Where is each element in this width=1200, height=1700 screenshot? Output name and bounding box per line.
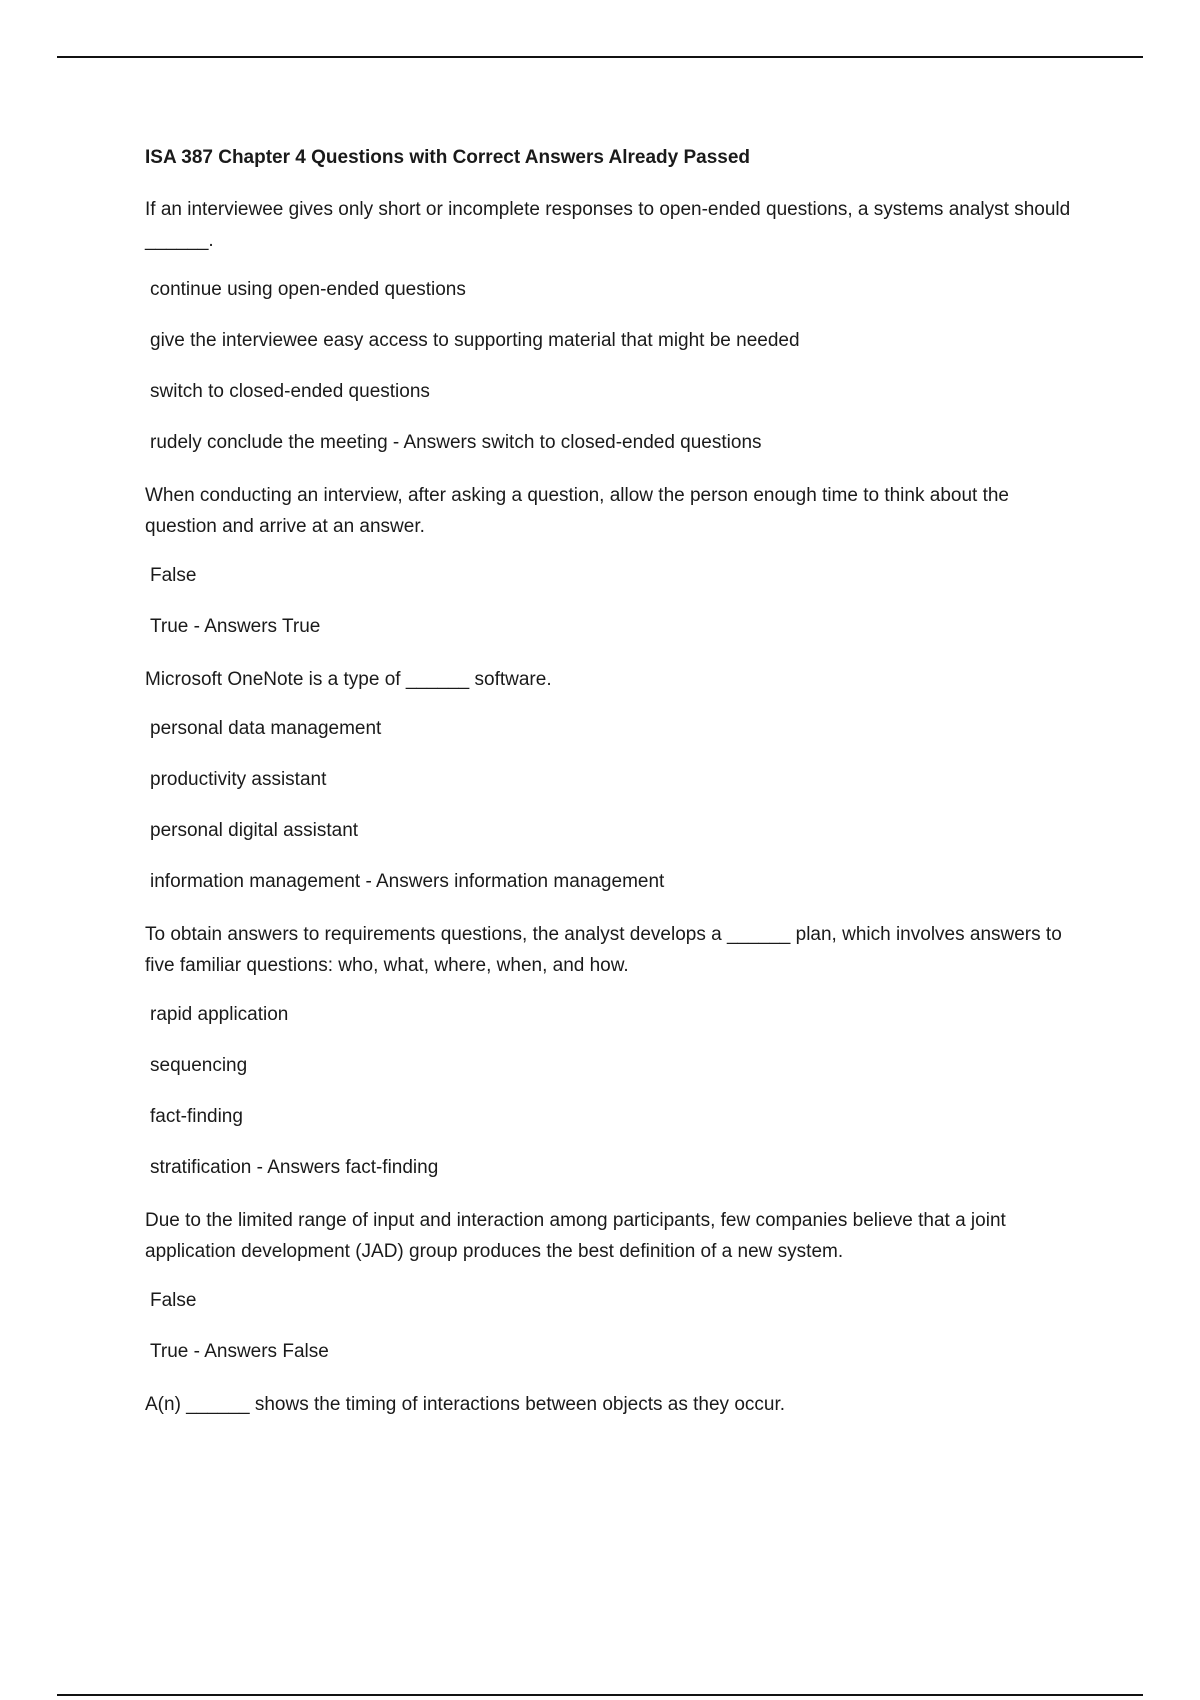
answer-option: information management - Answers information management xyxy=(150,871,665,892)
answer-option: fact-finding xyxy=(150,1106,243,1127)
question-text: Microsoft OneNote is a type of ______ software. xyxy=(145,669,552,690)
answer-option: productivity assistant xyxy=(150,769,327,790)
answer-option: personal data management xyxy=(150,718,382,739)
answer-option: personal digital assistant xyxy=(150,820,359,841)
answer-option: continue using open-ended questions xyxy=(150,279,466,300)
header-rule xyxy=(57,56,1143,58)
answer-option: rudely conclude the meeting - Answers switch to closed-ended questions xyxy=(150,432,762,453)
question-text: A(n) ______ shows the timing of interactions between objects as they occur. xyxy=(145,1394,786,1415)
question-block-4 xyxy=(145,919,1085,1182)
document-body xyxy=(145,144,1085,1440)
answer-option: rapid application xyxy=(150,1004,289,1025)
answer-option: False xyxy=(150,565,197,586)
question-block-2 xyxy=(145,480,1085,641)
answer-option: True - Answers True xyxy=(150,616,321,637)
question-block-1 xyxy=(145,194,1085,457)
question-text: To obtain answers to requirements questions, the analyst develops a ______ plan, which involves answers to five familiar questions: who, what, where, when, and how. xyxy=(145,924,1062,976)
question-block-6 xyxy=(145,1389,1085,1420)
answer-option: give the interviewee easy access to supporting material that might be needed xyxy=(150,330,800,351)
answer-option: switch to closed-ended questions xyxy=(150,381,430,402)
answer-option: False xyxy=(150,1290,197,1311)
question-block-5 xyxy=(145,1205,1085,1366)
document-title: ISA 387 Chapter 4 Questions with Correct Answers Already Passed xyxy=(145,147,751,168)
question-text: Due to the limited range of input and interaction among participants, few companies believe that a joint application development (JAD) group produces the best definition of a new system. xyxy=(145,1210,1006,1262)
question-text: If an interviewee gives only short or incomplete responses to open-ended questions, a systems analyst should ______. xyxy=(145,199,1071,251)
question-text: When conducting an interview, after asking a question, allow the person enough time to think about the question and arrive at an answer. xyxy=(145,485,1009,537)
footer-rule xyxy=(57,1694,1143,1696)
answer-option: stratification - Answers fact-finding xyxy=(150,1157,439,1178)
answer-option: True - Answers False xyxy=(150,1341,329,1362)
question-block-3 xyxy=(145,664,1085,896)
answer-option: sequencing xyxy=(150,1055,248,1076)
